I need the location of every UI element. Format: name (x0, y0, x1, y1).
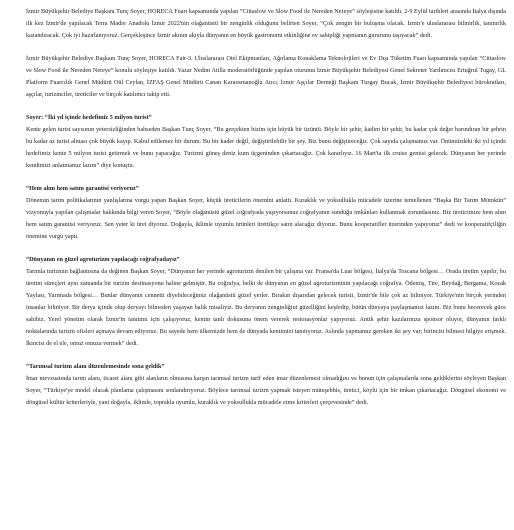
article-section (26, 254, 506, 351)
intro-paragraph: İzmir Büyükşehir Belediye Başkanı Tunç Soyer, HORECA Fuarı kapsamında yapılan “Cittaslow ve Slow Food ile Nereden Nereye” söyleşisine katıldı. 2-9 Eylül tarihleri arasında İtalya dışında ilk kez İzmir'de yapılacak Terra Madre Anadolu İzmir 2022'nin olağanüstü bir zenginlik olduğunu belirten Soyer, “Çok zengin bir buluşma olacak. İzmir'e uluslararası bilinirlik, tanınırlık kazandıracak. Çok iyi hazırlanıyoruz. Gerçekleşince İzmir akının akıyla dünyanın en büyük gastronomi etkinliğine ev sahipliği yapmanın gururunu taşıyacak” dedi. (26, 8, 506, 40)
section-body: Dönemin tarım politikalarının yanlışlarına vurgu yapan Başkan Soyer, küçük üreticilerin önemini anlattı. Kuraklık ve yoksullukla mücadele üzerine temellenen “Başka Bir Tarım Mümkün” vizyonuyla yapılan çalışmalar hakkında bilgi veren Soyer, “Böyle olağanüstü güzel coğrafyada yaşıyorsunuz coğrafyanın sunduğu imkânları kullanmak zorundasınız. Biz üreticimize hem alım hem satım garantisi veriyoruz. Sen yeter ki üret diyoruz. Doğayla, iklimle uyumlu ürünleri ürettikçe satın alacağız diyoruz. Bunu kooperatifler üzerinden yapıyoruz” dedi ve kooperatifçiliğin önemine vurgu yaptı. (26, 196, 506, 240)
article-section (26, 361, 506, 409)
section-body: Kente gelen turist sayısının yetersizliğinden bahseden Başkan Tunç Soyer, “Bu gerçekten bizim için büyük bir üzüntü. Böyle bir şehir, kadim bir şehir, bu kadar çok değer barındıran bir şehrin bu kadar az turist alması çok büyük kayıp. Kabul edilemez bir durum. Bu bir kader değil, değiştirilebilir bir şey. Biz bunu değiştireceğiz. Çok sayıda çalışmamız var. Önümüzdeki iki yıl içinde hedefimiz kente 5 milyon turist getirmek ve bunu yapacağız. Turizmi güneş deniz kum üçgeninden çıkartacağız. Çok kararlıyız. 16 Mart'ta ilk cruise gemisi gelecek. Dünyanın her yerinde kendimizi anlatmamız lazım” diye konuştu. (26, 125, 506, 170)
section-body: İmar mevzuatında tarım alanı, ticaret alanı gibi alanların olmasına karşın tarımsal turizm tarif eden imar düzenlemesi olmadığını ve bunun için çalışmalarda sona geldiklerini söyleyen Başkan Soyer, “Türkiye'ye model olacak planlama çalışmasını sonlandırıyoruz. Böylece tarımsal turizm yapmak isteyen müteşebbis, üretici, köylü için bir imkan çıkartacağız. Döngüsel ekonomi ve döngüsel kültür kriterleriyle, yani doğayla, iklimle, toprakla uyumlu, kuraklık ve yoksullukla mücadele etme kriterleri çerçevesinde” dedi. (26, 374, 506, 407)
section-heading: “Tarımsal turizm alanı düzenlemesinde sona geldik” (26, 362, 165, 370)
section-body: Tarımla turizmin bağlantısına da değinen Başkan Soyer, “Dünyanın her yerinde agroturizm denilen bir çalışma var. Fransa'da Luar bölgesi, İtalya'da Toscana bölgesi… Orada üretim yapılır, bu üretim süreçleri aynı zamanda bir turizm destinasyonu haline gelmiştir. Bu coğrafya, belki de dünyanın en güzel agroturizminin yapılacağı coğrafya. Ödemiş, Tire, Beydağ, Bergama, Kozak Yaylası, Yarımada bölgesi… Bunlar dünyanın cennetti diyebileceğimiz olağanüstü güzel yerler. Bırakın dışarıdan gelecek turisti, İzmir'de bile çok az biliniyor. Türkiye'nin birçok yerinden insanlar biliniyor. Bir derya içinde olup deryayı bilmeden yaşayan balık misaliyiz. Bu deryanın zenginliğini güzelliğini keşfedip, bütün dünyaya paylaşmamız lazım. Biz bunu becerecek güce sahibiz. Yerel yönetim olarak İzmir'in tanıtımı için çalışıyoruz, kentin tanlı dokusuna önem vererek restorasyonlar yapıyoruz. Antik şehir kazılarınıza sponsor oluyor, dünyanın farklı noktalarında turizm ofisleri açmaya devam ediyoruz. Bu sayede hem ülkemizde hem de dünyada kentimizi tanıtıyoruz. Aslında yapmamız gereken iki şey var; birincisi bilmesi bilgiye erişmek. İkincisi de el ele, omuz omuza vermek” dedi. (26, 267, 506, 348)
section-heading: Soyer: “İki yıl içinde hedefimiz 5 milyon turist” (26, 113, 152, 121)
section-heading: “Hem alım hem satım garantisi veriyoruz” (26, 184, 139, 192)
article-section (26, 183, 506, 243)
intro-paragraph: İzmir Büyükşehir Belediye Başkanı Tunç Soyer, HORECA Fair-3. Uluslararası Otel Ekipmanları, Ağırlama Konaklama Teknolojileri ve Ev Dışı Tüketim Fuarı kapsamında yapılan “Cittaslow ve Slow Food ile Nereden Nereye” konulu söyleşiye katıldı. Yazar Nedim Atilla moderatörlüğünde yapılan oturumu İzmir Büyükşehir Belediyesi Genel Sekreter Yardımcısı Ertuğrul Tugay, GL Platform Fuarcılık Genel Müdürü Oül Ceylan, İZFAŞ Genel Müdürü Canan Karaosmanoğlu Atıcı, İzmir Aşçılar Derneği Başkanı Turgay Bucak, İzmir Büyükşehir Belediyesi bürokratları, aşçılar, turizmciler, üreticiler ve birçok katılımcı takip etti. (26, 54, 506, 99)
section-heading: “Dünyanın en güzel agroturizm yapılacağı coğrafyadayız” (26, 255, 180, 263)
article-section (26, 112, 506, 172)
